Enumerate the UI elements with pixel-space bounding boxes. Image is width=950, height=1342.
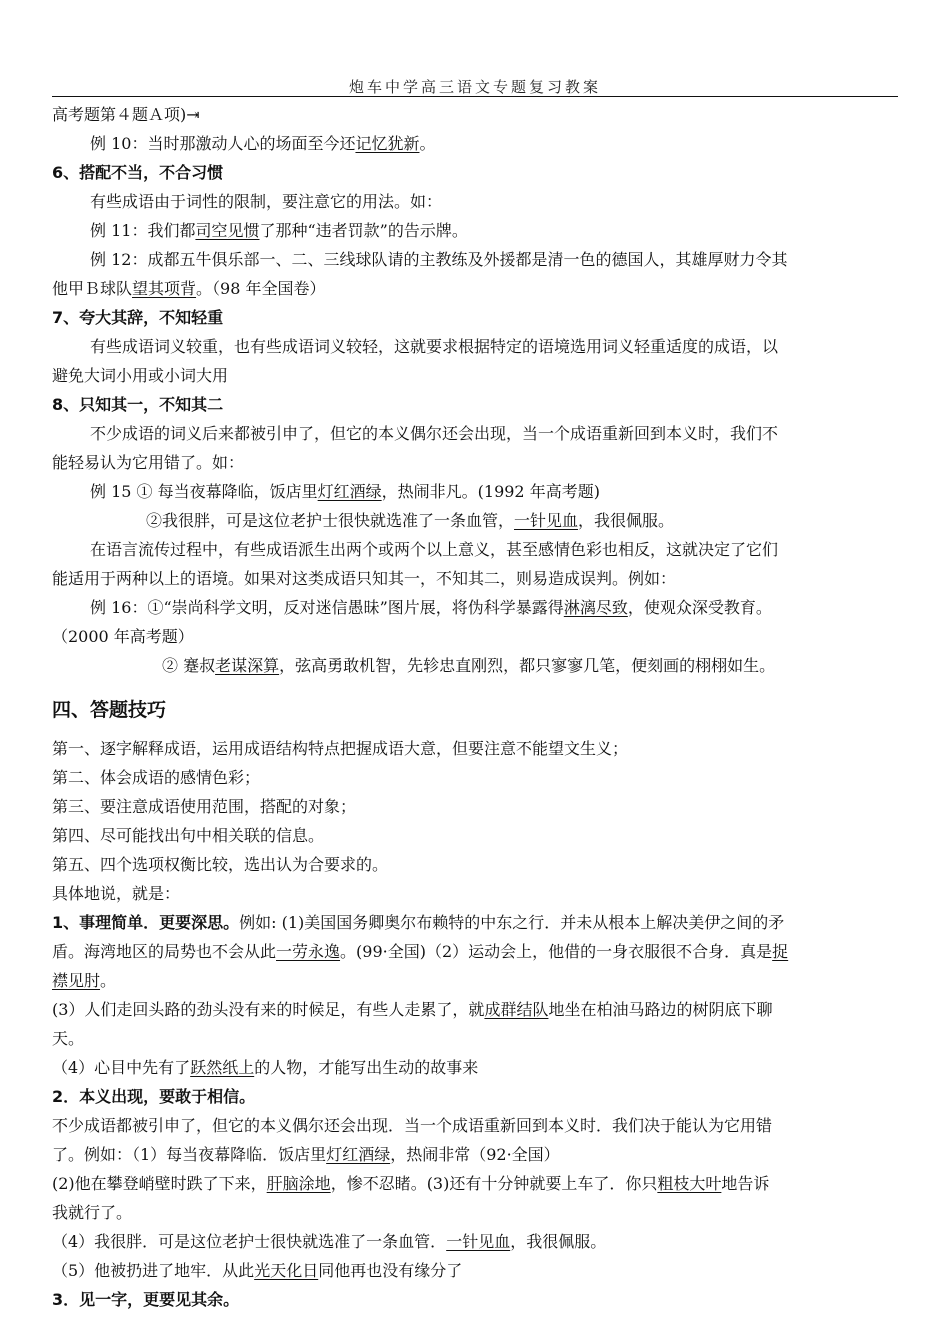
text-line: 不少成语的词义后来都被引申了，但它的本义偶尔还会出现，当一个成语重新回到本义时，我们不 <box>90 424 779 443</box>
text: 。(99·全国)（2）运动会上，他借的一身衣服很不合身．真是 <box>340 942 773 961</box>
text: 盾。海湾地区的局势也不会从此 <box>52 942 277 961</box>
text: 例 10：当时那激动人心的场面至今还 <box>90 134 356 153</box>
underlined-idiom: 光天化日 <box>254 1261 319 1280</box>
point-line <box>52 908 898 937</box>
underlined-idiom: 记忆犹新 <box>355 134 420 153</box>
text: （5）他被扔进了地牢．从此 <box>52 1261 255 1280</box>
document-body <box>52 100 898 1314</box>
text: 例 16：①“崇尚科学文明，反对迷信愚昧”图片展，将伪科学暴露得 <box>90 598 564 617</box>
text: 地坐在柏油马路边的树阴底下聊 <box>548 1000 773 1019</box>
underlined-idiom: 成群结队 <box>484 1000 549 1019</box>
underlined-idiom: 望其项背 <box>132 279 197 298</box>
text: ，弦高勇敢机智，先轸忠直刚烈，都只寥寥几笔，便刻画的栩栩如生。 <box>279 656 776 675</box>
text: 地告诉 <box>721 1174 770 1193</box>
text-line: 有些成语词义较重，也有些成语词义较轻，这就要求根据特定的语境选用词义轻重适度的成语，以 <box>90 337 779 356</box>
subsection-heading: 7、夸大其辞，不知轻重 <box>52 308 224 327</box>
example-line <box>52 651 898 680</box>
text-line: 能适用于两种以上的语境。如果对这类成语只知其一，不知其二，则易造成误判。例如： <box>52 569 677 588</box>
text-line: 具体地说，就是： <box>52 884 181 903</box>
underlined-idiom: 襟见肘 <box>52 971 101 990</box>
text-line: 我就行了。 <box>52 1203 133 1222</box>
header-rule <box>52 96 898 97</box>
point-line <box>52 1256 898 1285</box>
text-line: 在语言流传过程中，有些成语派生出两个或两个以上意义，甚至感情色彩也相反，这就决定了它们 <box>90 540 779 559</box>
text: (3）人们走回头路的劲头没有来的时候足，有些人走累了，就 <box>52 1000 485 1019</box>
text: 例如: (1)美国国务卿奥尔布赖特的中东之行．并未从根本上解决美伊之间的矛 <box>239 913 785 932</box>
text: ②我很胖，可是这位老护士很快就选准了一条血管， <box>146 511 515 530</box>
text: 的人物，才能写出生动的故事来 <box>254 1058 479 1077</box>
text: 同他再也没有缘分了 <box>318 1261 463 1280</box>
text-line: 能轻易认为它用错了。如： <box>52 453 245 472</box>
underlined-idiom: 淋漓尽致 <box>563 598 628 617</box>
underlined-idiom: 老谋深算 <box>215 656 280 675</box>
text: ，使观众深受教育。 <box>627 598 772 617</box>
point-line <box>52 937 898 966</box>
text: 了。例如：（1）每当夜幕降临．饭店里 <box>52 1145 327 1164</box>
text: ，我很佩服。 <box>578 511 675 530</box>
page-header: 炮车中学高三语文专题复习教案 <box>348 78 601 96</box>
point-line <box>52 966 898 995</box>
tip-item: 第一、逐字解释成语，运用成语结构特点把握成语大意，但要注意不能望文生义； <box>52 739 629 758</box>
example-line <box>52 593 898 622</box>
text-line: 高考题第４题Ａ项)⇥ <box>52 105 200 124</box>
point-line <box>52 1053 898 1082</box>
example-line <box>52 506 898 535</box>
tip-item: 第四、尽可能找出句中相关联的信息。 <box>52 826 325 845</box>
text: 了那种“违者罚款”的告示牌。 <box>259 221 468 240</box>
point-heading: 2．本义出现，要敢于相信。 <box>52 1087 256 1106</box>
underlined-idiom: 灯红酒绿 <box>317 482 382 501</box>
text: （4）心目中先有了 <box>52 1058 191 1077</box>
text-line: 有些成语由于词性的限制，要注意它的用法。如： <box>90 192 443 211</box>
text: （4）我很胖．可是这位老护士很快就选准了一条血管． <box>52 1232 447 1251</box>
text: ，我很佩服。 <box>510 1232 607 1251</box>
example-line <box>52 216 898 245</box>
text-line: 例 12：成都五牛俱乐部一、二、三线球队请的主教练及外援都是清一色的德国人，其雄厚财力令其 <box>90 250 788 269</box>
point-line <box>52 1169 898 1198</box>
text-line: （2000 年高考题） <box>52 627 194 646</box>
underlined-idiom: 肝脑涂地 <box>266 1174 331 1193</box>
text: 。 <box>419 134 436 153</box>
underlined-idiom: 捉 <box>772 942 789 961</box>
example-line <box>52 129 898 158</box>
example-line <box>52 274 898 303</box>
underlined-idiom: 一劳永逸 <box>276 942 341 961</box>
section-heading: 四、答题技巧 <box>52 699 167 721</box>
text-line: 不少成语都被引申了，但它的本义偶尔还会出现．当一个成语重新回到本义时．我们决于能认为它用错 <box>52 1116 773 1135</box>
text: ，惨不忍睹。(3)还有十分钟就要上车了．你只 <box>330 1174 658 1193</box>
text: 他甲Ｂ球队 <box>52 279 133 298</box>
tip-item: 第二、体会成语的感情色彩； <box>52 768 261 787</box>
subsection-heading: 6、搭配不当，不合习惯 <box>52 163 224 182</box>
text-line: 避免大词小用或小词大用 <box>52 366 229 385</box>
underlined-idiom: 一针见血 <box>446 1232 511 1251</box>
point-line <box>52 995 898 1024</box>
point-line <box>52 1227 898 1256</box>
subsection-heading: 8、只知其一，不知其二 <box>52 395 224 414</box>
point-heading: 3．见一字，更要见其余。 <box>52 1290 240 1309</box>
underlined-idiom: 灯红酒绿 <box>326 1145 391 1164</box>
tip-item: 第三、要注意成语使用范围，搭配的对象； <box>52 797 357 816</box>
tip-item: 第五、四个选项权衡比较，选出认为合要求的。 <box>52 855 389 874</box>
text: ，热闹非常（92·全国） <box>390 1145 560 1164</box>
point-line <box>52 1140 898 1169</box>
text: (2)他在攀登峭壁时跌了下来， <box>52 1174 267 1193</box>
text-line: 天。 <box>52 1029 85 1048</box>
text: ② 蹇叔 <box>162 656 216 675</box>
text: ，热闹非凡。(1992 年高考题) <box>381 482 600 501</box>
example-line <box>52 477 898 506</box>
point-heading: 1、事理简单．更要深思。 <box>52 913 240 932</box>
underlined-idiom: 一针见血 <box>514 511 579 530</box>
underlined-idiom: 司空见惯 <box>195 221 260 240</box>
underlined-idiom: 粗枝大叶 <box>657 1174 722 1193</box>
underlined-idiom: 跃然纸上 <box>190 1058 255 1077</box>
text: 例 15 ① 每当夜幕降临，饭店里 <box>90 482 318 501</box>
text: 。 <box>100 971 117 990</box>
text: 。（98 年全国卷） <box>196 279 326 298</box>
text: 例 11：我们都 <box>90 221 196 240</box>
